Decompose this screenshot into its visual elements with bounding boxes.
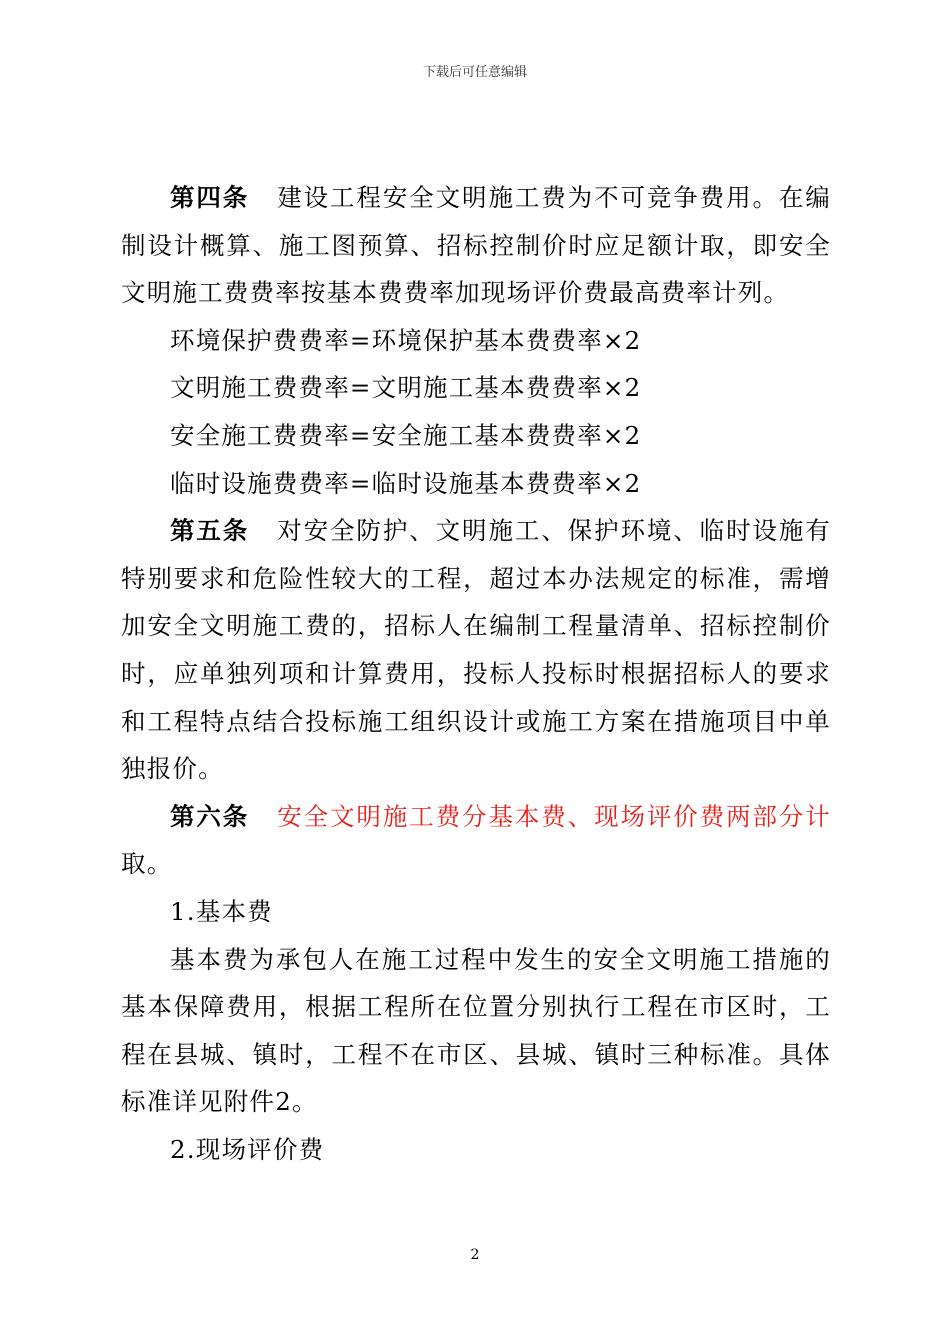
formula-safety: 安全施工费费率=安全施工基本费费率×2 bbox=[170, 420, 642, 450]
article-6-title: 第六条 bbox=[170, 801, 250, 831]
article-6-red-text: 安全文明施工费分基本费、现场评价费两部分计 bbox=[277, 801, 831, 831]
formula-temporary: 临时设施费费率=临时设施基本费费率×2 bbox=[170, 468, 642, 498]
item-1-heading: 1.基本费 bbox=[170, 896, 273, 926]
item-2-heading: 2.现场评价费 bbox=[170, 1134, 325, 1164]
document-body bbox=[121, 174, 831, 1173]
item-1-text: 基本费为承包人在施工过程中发生的安全文明施工措施的基本保障费用，根据工程所在位置分别执行工程在市区时，工程在县城、镇时，工程不在市区、县城、镇时三种标准。具体标准详见附件2。 bbox=[121, 944, 831, 1117]
article-6 bbox=[121, 793, 831, 888]
article-4-text: 建设工程安全文明施工费为不可竞争费用。在编制设计概算、施工图预算、招标控制价时应足额计取，即安全文明施工费费率按基本费费率加现场评价费最高费率计列。 bbox=[121, 183, 831, 308]
article-4 bbox=[121, 174, 831, 317]
page-number: 2 bbox=[470, 1247, 480, 1263]
article-5 bbox=[121, 507, 831, 793]
article-4-title: 第四条 bbox=[170, 183, 250, 212]
article-6-tail: 取。 bbox=[121, 849, 173, 879]
formula-environment: 环境保护费费率=环境保护基本费费率×2 bbox=[170, 325, 642, 355]
page-header: 下载后可任意编辑 bbox=[422, 65, 527, 80]
article-5-text: 对安全防护、文明施工、保护环境、临时设施有特别要求和危险性较大的工程，超过本办法规定的标准，需增加安全文明施工费的，招标人在编制工程量清单、招标控制价时，应单独列项和计算费用，投标人投标时根据招标人的要求和工程特点结合投标施工组织设计或施工方案在措施项目中单独报价。 bbox=[121, 516, 831, 784]
article-5-title: 第五条 bbox=[170, 516, 250, 546]
formula-civilized: 文明施工费费率=文明施工基本费费率×2 bbox=[170, 373, 642, 403]
